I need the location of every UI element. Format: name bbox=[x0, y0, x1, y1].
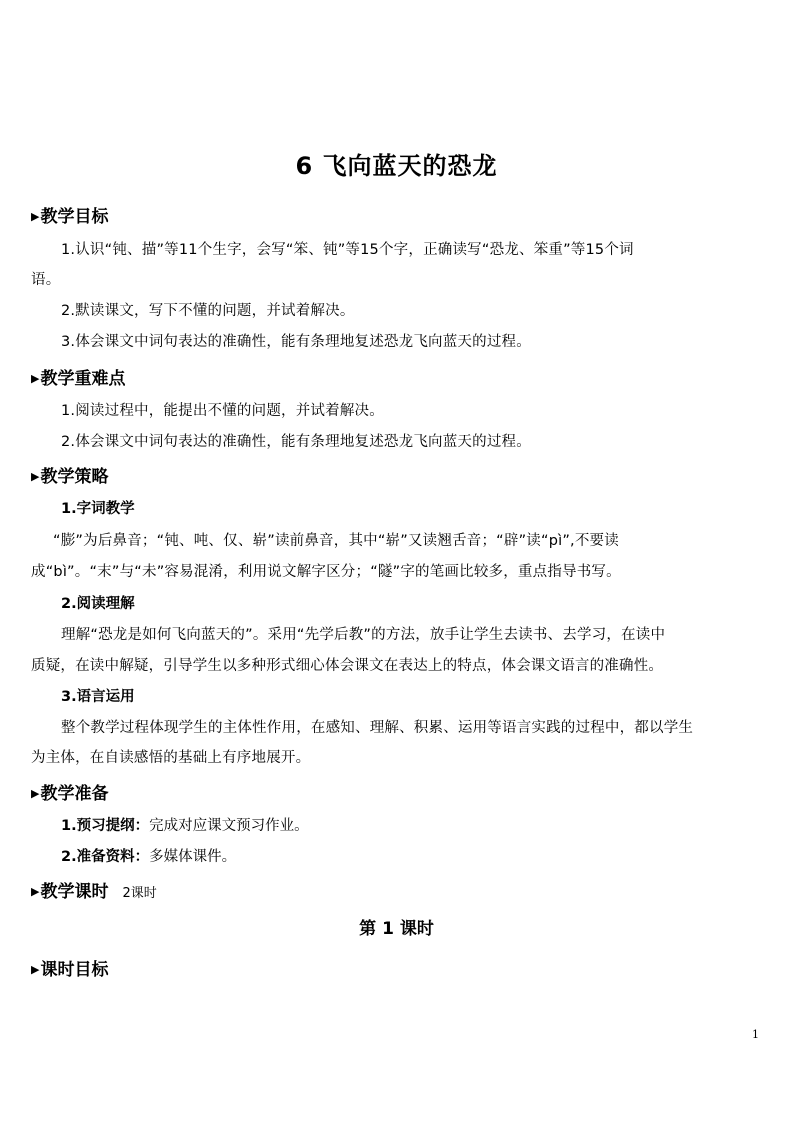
triangle-marker-icon: ▶ bbox=[31, 470, 40, 483]
triangle-marker-icon: ▶ bbox=[31, 210, 40, 223]
page-number: 1 bbox=[752, 1028, 759, 1041]
strategy-3-line-1: 整个教学过程体现学生的主体性作用，在感知、理解、积累、运用等语言实践的过程中，都以学生 bbox=[61, 720, 694, 736]
periods-value: 2课时 bbox=[122, 886, 157, 901]
preparation-item-label: 1.预习提纲： bbox=[61, 818, 150, 834]
goal-line-3: 3.体会课文中词句表达的准确性，能有条理地复述恐龙飞向蓝天的过程。 bbox=[61, 334, 531, 350]
preparation-item-1 bbox=[61, 814, 309, 835]
preparation-item-text: 完成对应课文预习作业。 bbox=[149, 818, 309, 834]
page-title: 6 飞向蓝天的恐龙 bbox=[295, 152, 498, 180]
section-heading-text: 教学课时 bbox=[40, 882, 109, 902]
section-heading-key-points bbox=[31, 364, 125, 389]
strategy-1-line-2: 成“bì”。“末”与“未”容易混淆，利用说文解字区分；“隧”字的笔画比较多，重点指导书写。 bbox=[31, 564, 621, 580]
triangle-marker-icon: ▶ bbox=[31, 963, 40, 976]
triangle-marker-icon: ▶ bbox=[31, 372, 40, 385]
section-heading-periods bbox=[31, 877, 157, 902]
key-point-line-2: 2.体会课文中词句表达的准确性，能有条理地复述恐龙飞向蓝天的过程。 bbox=[61, 434, 531, 450]
goal-line-2: 2.默读课文，写下不懂的问题，并试着解决。 bbox=[61, 303, 355, 319]
section-heading-strategy bbox=[31, 462, 108, 487]
key-point-line-1: 1.阅读过程中，能提出不懂的问题，并试着解决。 bbox=[61, 403, 384, 419]
section-heading-text: 教学重难点 bbox=[40, 369, 126, 389]
preparation-item-text: 多媒体课件。 bbox=[149, 849, 237, 865]
strategy-3-line-2: 为主体，在自读感悟的基础上有序地展开。 bbox=[31, 750, 311, 766]
triangle-marker-icon: ▶ bbox=[31, 885, 40, 898]
section-heading-text: 教学准备 bbox=[40, 784, 109, 804]
preparation-item-label: 2.准备资料： bbox=[61, 849, 150, 865]
lesson-title: 第 1 课时 bbox=[359, 919, 434, 939]
strategy-subheading-3: 3.语言运用 bbox=[61, 689, 135, 705]
strategy-2-line-1: 理解“恐龙是如何飞向蓝天的”。采用“先学后教”的方法，放手让学生去读书、去学习，在读中 bbox=[61, 627, 666, 643]
section-heading-text: 教学目标 bbox=[40, 207, 109, 227]
strategy-subheading-2: 2.阅读理解 bbox=[61, 596, 135, 612]
section-heading-lesson-goals bbox=[31, 955, 108, 980]
preparation-item-2 bbox=[61, 845, 236, 866]
strategy-2-line-2: 质疑，在读中解疑，引导学生以多种形式细心体会课文在表达上的特点，体会课文语言的准确性。 bbox=[31, 658, 664, 674]
triangle-marker-icon: ▶ bbox=[31, 787, 40, 800]
goal-line-1: 1.认识“钝、描”等11个生字，会写“笨、钝”等15个字，正确读写“恐龙、笨重”等15个词 bbox=[61, 242, 634, 258]
section-heading-goals bbox=[31, 202, 108, 227]
section-heading-preparation bbox=[31, 779, 108, 804]
strategy-subheading-1: 1.字词教学 bbox=[61, 501, 135, 517]
strategy-1-line-1: “膨”为后鼻音；“钝、吨、仅、崭”读前鼻音，其中“崭”又读翘舌音；“辟”读“pì”,不要读 bbox=[53, 533, 619, 549]
section-heading-text: 课时目标 bbox=[40, 960, 109, 980]
goal-line-1-cont: 语。 bbox=[31, 272, 61, 288]
section-heading-text: 教学策略 bbox=[40, 467, 109, 487]
